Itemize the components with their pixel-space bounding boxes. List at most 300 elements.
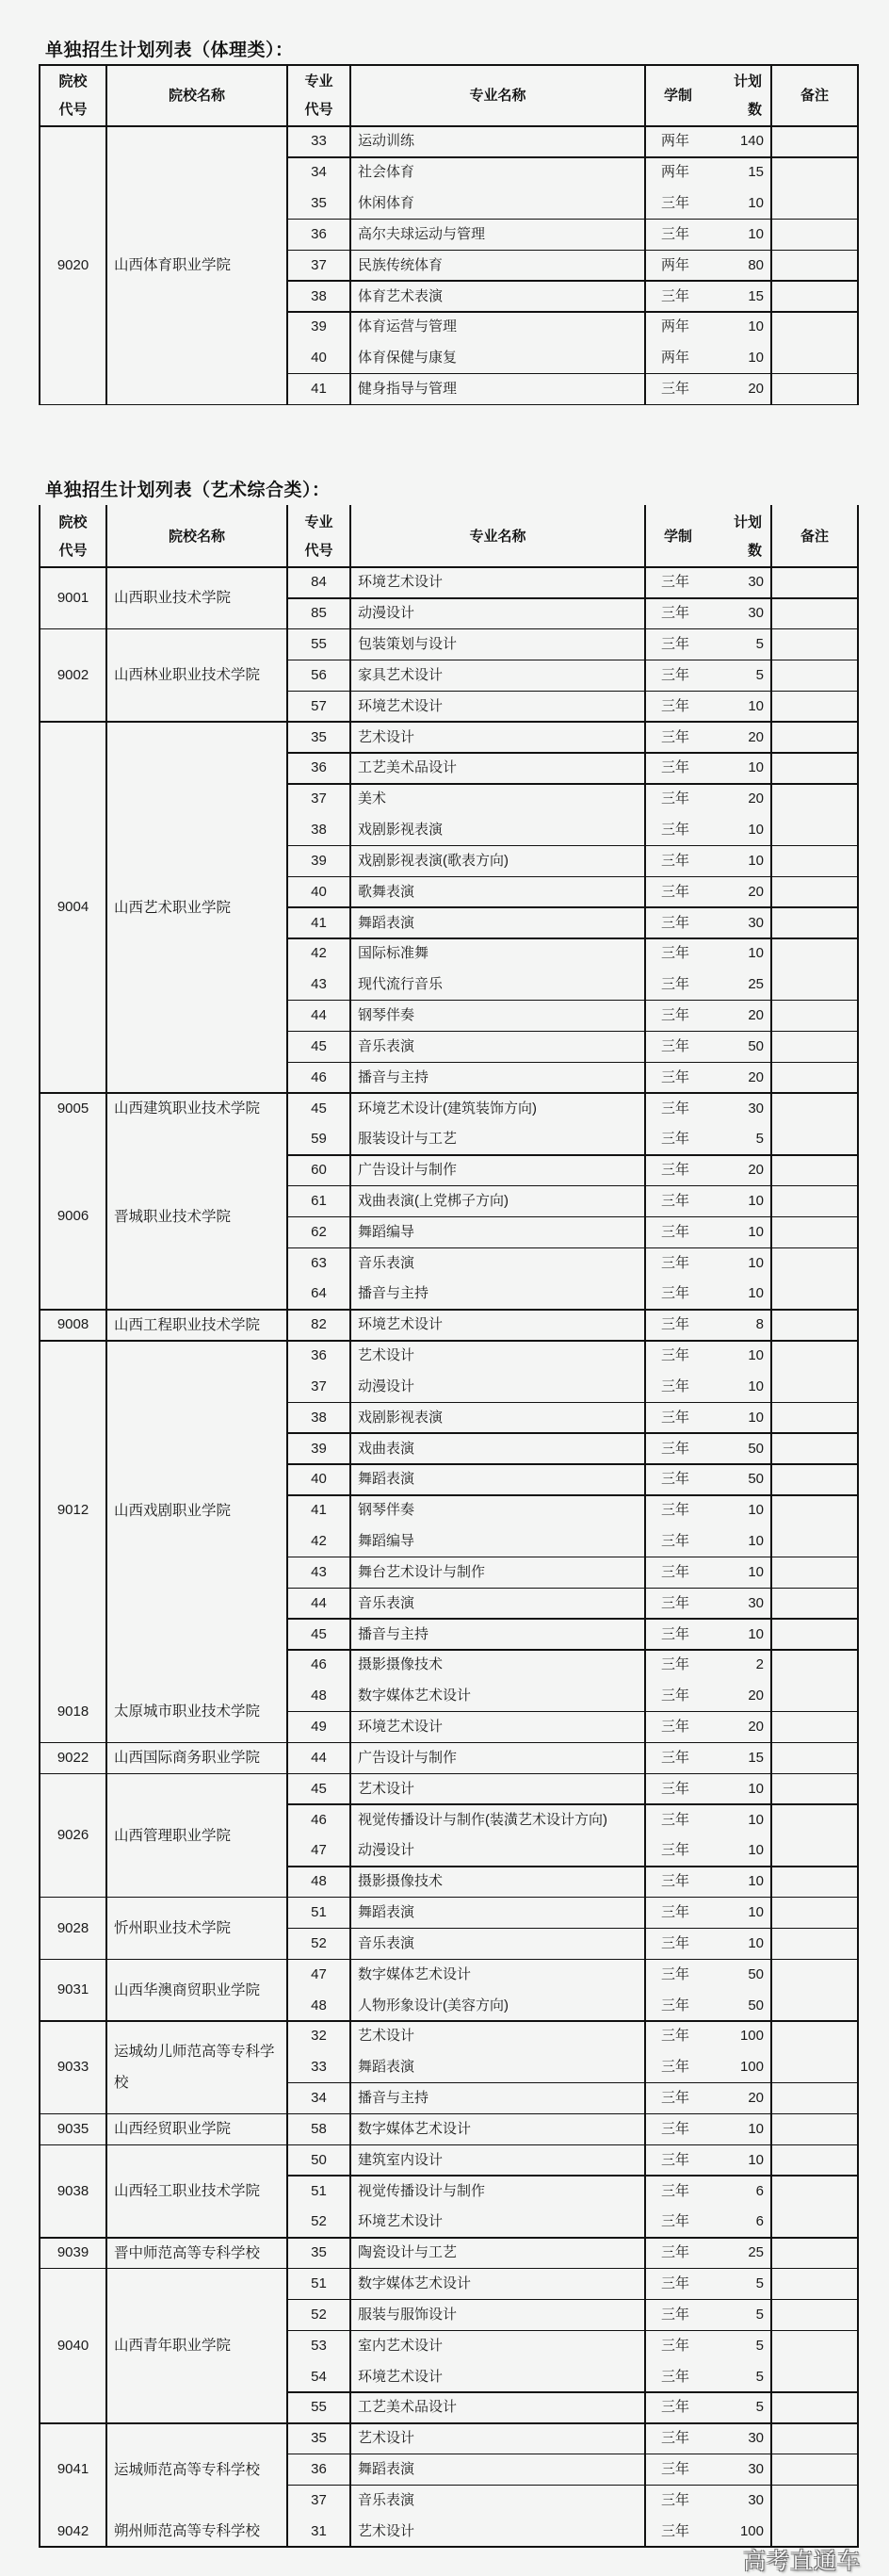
major-name: 高尔夫球运动与管理 <box>358 225 486 242</box>
column-divider <box>770 505 772 2548</box>
major-code: 47 <box>311 1842 327 1859</box>
duration: 三年 <box>661 195 690 212</box>
remark-cell <box>771 2516 858 2547</box>
school-code: 9028 <box>57 1919 89 1936</box>
major-name: 环境艺术设计(建筑装饰方向) <box>358 1100 537 1117</box>
header-major-code-line: 专业 <box>304 73 333 90</box>
duration: 三年 <box>661 697 690 714</box>
major-code: 38 <box>311 1409 327 1426</box>
major-name: 舞蹈表演 <box>358 2059 415 2076</box>
header-school-code-line: 院校 <box>58 514 88 530</box>
major-code: 44 <box>311 1749 327 1766</box>
school-code: 9004 <box>57 899 89 916</box>
school-name: 山西体育职业学院 <box>114 257 232 274</box>
duration: 三年 <box>661 1842 690 1859</box>
remark-cell <box>771 1867 858 1898</box>
remark-cell <box>771 374 858 405</box>
duration: 三年 <box>661 1749 690 1766</box>
major-name: 舞蹈表演 <box>358 914 415 931</box>
major-code: 41 <box>311 1502 327 1519</box>
major-name: 美术 <box>358 791 387 807</box>
duration: 三年 <box>661 2306 690 2323</box>
remark-cell <box>771 1773 858 1804</box>
remark-cell <box>771 2021 858 2052</box>
plan-count: 100 <box>739 2522 764 2539</box>
remark-cell <box>771 1619 858 1650</box>
table-title-sports: 单独招生计划列表（体理类）： <box>45 41 294 60</box>
duration: 两年 <box>661 256 690 273</box>
remark-cell <box>771 2392 858 2423</box>
major-code: 47 <box>311 1965 327 1982</box>
duration: 三年 <box>661 2522 690 2539</box>
remark-cell <box>771 1743 858 1774</box>
major-code: 61 <box>311 1193 327 1209</box>
major-code: 45 <box>311 1625 327 1642</box>
school-name: 山西职业技术学院 <box>114 590 232 607</box>
major-name: 艺术设计 <box>358 2430 415 2447</box>
remark-cell <box>771 2207 858 2238</box>
remark-cell <box>771 876 858 907</box>
plan-count: 20 <box>748 381 764 398</box>
major-name: 钢琴伴奏 <box>358 1007 415 1024</box>
plan-count: 10 <box>748 1934 764 1951</box>
remark-cell <box>771 1712 858 1743</box>
major-name: 广告设计与制作 <box>358 1749 458 1766</box>
remark-cell <box>771 1681 858 1712</box>
major-code: 49 <box>311 1719 327 1736</box>
duration: 三年 <box>661 1316 690 1333</box>
remark-cell <box>771 343 858 374</box>
major-code: 59 <box>311 1131 327 1148</box>
major-name: 音乐表演 <box>358 1594 415 1611</box>
major-code: 64 <box>311 1285 327 1302</box>
remark-cell <box>771 1341 858 1372</box>
school-name: 晋城职业技术学院 <box>114 1208 232 1225</box>
major-name: 摄影摄像技术 <box>358 1873 444 1890</box>
duration: 两年 <box>661 350 690 367</box>
header-duration: 学制 <box>663 528 692 545</box>
major-code: 39 <box>311 1440 327 1457</box>
major-code: 35 <box>311 195 327 212</box>
plan-count: 20 <box>748 1007 764 1024</box>
major-name: 音乐表演 <box>358 1037 415 1054</box>
row-divider <box>39 125 859 127</box>
plan-count: 20 <box>748 728 764 745</box>
plan-count: 15 <box>748 1749 764 1766</box>
major-code: 43 <box>311 1563 327 1580</box>
major-code: 46 <box>311 1811 327 1828</box>
major-name: 舞蹈表演 <box>358 1904 415 1921</box>
major-name: 戏剧影视表演 <box>358 1409 444 1426</box>
remark-cell <box>771 157 858 188</box>
duration: 三年 <box>661 2120 690 2137</box>
duration: 三年 <box>661 666 690 683</box>
remark-cell <box>771 1186 858 1217</box>
duration: 三年 <box>661 1193 690 1209</box>
major-code: 34 <box>311 164 327 181</box>
remark-cell <box>771 1495 858 1526</box>
plan-count: 20 <box>748 1687 764 1704</box>
remark-cell <box>771 598 858 629</box>
duration: 三年 <box>661 2491 690 2508</box>
major-code: 55 <box>311 636 327 653</box>
school-code: 9040 <box>57 2337 89 2354</box>
duration: 三年 <box>661 791 690 807</box>
column-divider <box>857 64 859 405</box>
plan-count: 10 <box>748 2151 764 2168</box>
major-code: 35 <box>311 2244 327 2261</box>
plan-count: 10 <box>748 1409 764 1426</box>
major-code: 44 <box>311 1007 327 1024</box>
plan-count: 50 <box>748 1965 764 1982</box>
plan-count: 30 <box>748 574 764 591</box>
remark-cell <box>771 722 858 753</box>
major-code: 33 <box>311 2059 327 2076</box>
header-major-code-line: 代号 <box>304 101 333 118</box>
school-code: 9008 <box>57 1316 89 1333</box>
remark-cell <box>771 2176 858 2207</box>
duration: 三年 <box>661 1378 690 1394</box>
major-name: 舞蹈表演 <box>358 1471 415 1488</box>
remark-cell <box>771 784 858 815</box>
major-name: 艺术设计 <box>358 2028 415 2045</box>
duration: 三年 <box>661 852 690 869</box>
remark-cell <box>771 281 858 312</box>
duration: 三年 <box>661 1533 690 1550</box>
column-divider <box>770 64 772 405</box>
remark-cell <box>771 2144 858 2176</box>
major-code: 33 <box>311 133 327 150</box>
major-name: 家具艺术设计 <box>358 666 444 683</box>
major-name: 播音与主持 <box>358 1625 429 1642</box>
major-code: 48 <box>311 1687 327 1704</box>
duration: 三年 <box>661 1037 690 1054</box>
plan-count: 2 <box>755 1656 764 1673</box>
school-code: 9039 <box>57 2244 89 2261</box>
remark-cell <box>771 1216 858 1247</box>
school-code: 9006 <box>57 1208 89 1225</box>
header-school-code-line: 代号 <box>58 101 88 118</box>
major-name: 视觉传播设计与制作 <box>358 2182 486 2199</box>
header-school-code <box>40 506 106 567</box>
school-code: 9033 <box>57 2059 89 2076</box>
plan-count: 10 <box>748 1563 764 1580</box>
plan-count: 30 <box>748 2491 764 2508</box>
plan-count: 80 <box>748 256 764 273</box>
remark-cell <box>771 126 858 157</box>
duration: 三年 <box>661 1965 690 1982</box>
major-name: 艺术设计 <box>358 728 415 745</box>
major-code: 40 <box>311 350 327 367</box>
duration: 三年 <box>661 1780 690 1797</box>
plan-count: 20 <box>748 883 764 900</box>
header-school-code <box>40 65 106 126</box>
remark-cell <box>771 2454 858 2486</box>
major-name: 戏曲表演 <box>358 1440 415 1457</box>
plan-count: 20 <box>748 1068 764 1085</box>
remark-cell <box>771 1124 858 1155</box>
major-name: 数字媒体艺术设计 <box>358 2120 472 2137</box>
header-plan-count-line: 数 <box>747 542 762 559</box>
plan-count: 140 <box>739 133 764 150</box>
major-name: 服装与服饰设计 <box>358 2306 458 2323</box>
school-name: 山西轻工职业技术学院 <box>114 2183 261 2200</box>
remark-cell <box>771 2238 858 2269</box>
header-major-name: 专业名称 <box>469 528 526 545</box>
duration: 两年 <box>661 133 690 150</box>
watermark: 高考直通车 <box>743 2549 861 2574</box>
remark-cell <box>771 188 858 220</box>
remark-cell <box>771 1835 858 1867</box>
major-code: 52 <box>311 1934 327 1951</box>
plan-count: 50 <box>748 1037 764 1054</box>
plan-count: 30 <box>748 2461 764 2478</box>
duration: 三年 <box>661 2090 690 2107</box>
duration: 三年 <box>661 1719 690 1736</box>
plan-count: 5 <box>755 2399 764 2416</box>
remark-cell <box>771 1402 858 1433</box>
remark-cell <box>771 250 858 281</box>
remark-cell <box>771 2269 858 2300</box>
plan-count: 30 <box>748 1100 764 1117</box>
duration: 三年 <box>661 2244 690 2261</box>
major-code: 37 <box>311 256 327 273</box>
major-name: 音乐表演 <box>358 1934 415 1951</box>
plan-count: 8 <box>755 1316 764 1333</box>
major-name: 舞蹈编导 <box>358 1533 415 1550</box>
major-name: 舞蹈编导 <box>358 1223 415 1240</box>
duration: 三年 <box>661 1254 690 1271</box>
plan-count: 10 <box>748 1873 764 1890</box>
major-code: 58 <box>311 2120 327 2137</box>
major-name: 民族传统体育 <box>358 256 444 273</box>
major-name: 环境艺术设计 <box>358 1316 444 1333</box>
duration: 三年 <box>661 1347 690 1364</box>
plan-count: 50 <box>748 1471 764 1488</box>
plan-count: 25 <box>748 2244 764 2261</box>
school-name: 朔州师范高等专科学校 <box>114 2523 261 2540</box>
major-name: 社会体育 <box>358 164 415 181</box>
major-name: 数字媒体艺术设计 <box>358 1687 472 1704</box>
school-name: 山西管理职业学院 <box>114 1827 232 1844</box>
plan-count: 5 <box>755 636 764 653</box>
remark-cell <box>771 1062 858 1093</box>
column-divider <box>105 64 107 405</box>
duration: 三年 <box>661 728 690 745</box>
plan-count: 100 <box>739 2059 764 2076</box>
major-code: 53 <box>311 2337 327 2354</box>
plan-count: 10 <box>748 759 764 776</box>
header-plan-count <box>716 65 762 126</box>
major-name: 音乐表演 <box>358 2491 415 2508</box>
plan-count: 10 <box>748 1347 764 1364</box>
major-code: 46 <box>311 1656 327 1673</box>
major-code: 36 <box>311 225 327 242</box>
row-divider <box>39 64 859 66</box>
duration: 三年 <box>661 2461 690 2478</box>
school-code: 9002 <box>57 666 89 683</box>
duration: 三年 <box>661 1594 690 1611</box>
major-code: 46 <box>311 1068 327 1085</box>
school-code: 9022 <box>57 1749 89 1766</box>
school-code: 9005 <box>57 1100 89 1117</box>
major-name: 环境艺术设计 <box>358 2368 444 2385</box>
remark-cell <box>771 970 858 1001</box>
remark-cell <box>771 691 858 722</box>
major-name: 环境艺术设计 <box>358 1719 444 1736</box>
school-name: 山西林业职业技术学院 <box>114 667 261 684</box>
header-major-name: 专业名称 <box>469 87 526 104</box>
header-remark: 备注 <box>800 87 829 104</box>
major-name: 艺术设计 <box>358 1347 415 1364</box>
school-name: 晋中师范高等专科学校 <box>114 2244 261 2261</box>
major-name: 环境艺术设计 <box>358 574 444 591</box>
major-name: 体育艺术表演 <box>358 287 444 304</box>
major-code: 51 <box>311 2275 327 2292</box>
plan-count: 30 <box>748 914 764 931</box>
row-divider <box>39 2546 859 2548</box>
duration: 三年 <box>661 1068 690 1085</box>
plan-count: 10 <box>748 2120 764 2137</box>
duration: 三年 <box>661 574 690 591</box>
plan-count: 20 <box>748 1162 764 1179</box>
major-code: 57 <box>311 697 327 714</box>
duration: 两年 <box>661 318 690 335</box>
school-code: 9031 <box>57 1981 89 1998</box>
plan-count: 30 <box>748 605 764 622</box>
duration: 三年 <box>661 1904 690 1921</box>
header-plan-count-line: 数 <box>747 101 762 118</box>
enrollment-table-sports <box>40 65 858 404</box>
plan-count: 10 <box>748 1625 764 1642</box>
major-code: 82 <box>311 1316 327 1333</box>
remark-cell <box>771 219 858 250</box>
plan-count: 20 <box>748 791 764 807</box>
duration: 三年 <box>661 1162 690 1179</box>
remark-cell <box>771 1959 858 1990</box>
major-code: 32 <box>311 2028 327 2045</box>
plan-count: 6 <box>755 2182 764 2199</box>
major-code: 52 <box>311 2306 327 2323</box>
plan-count: 10 <box>748 195 764 212</box>
school-code: 9035 <box>57 2120 89 2137</box>
major-code: 85 <box>311 605 327 622</box>
header-school-code-line: 代号 <box>58 542 88 559</box>
major-name: 环境艺术设计 <box>358 697 444 714</box>
duration: 三年 <box>661 225 690 242</box>
school-name: 山西国际商务职业学院 <box>114 1750 261 1767</box>
plan-count: 10 <box>748 1780 764 1797</box>
school-code: 9041 <box>57 2461 89 2478</box>
major-name: 视觉传播设计与制作(装潢艺术设计方向) <box>358 1811 607 1828</box>
duration: 三年 <box>661 2182 690 2199</box>
plan-count: 10 <box>748 1533 764 1550</box>
duration: 三年 <box>661 1625 690 1642</box>
major-name: 艺术设计 <box>358 2522 415 2539</box>
row-divider <box>39 404 859 406</box>
duration: 三年 <box>661 914 690 931</box>
major-code: 60 <box>311 1162 327 1179</box>
duration: 三年 <box>661 1007 690 1024</box>
remark-cell <box>771 1526 858 1557</box>
major-name: 工艺美术品设计 <box>358 759 458 776</box>
school-code: 9020 <box>57 256 89 273</box>
duration: 三年 <box>661 2337 690 2354</box>
school-name: 山西艺术职业学院 <box>114 899 232 916</box>
plan-count: 30 <box>748 2430 764 2447</box>
duration: 三年 <box>661 1440 690 1457</box>
remark-cell <box>771 1372 858 1403</box>
major-code: 35 <box>311 2430 327 2447</box>
major-code: 45 <box>311 1780 327 1797</box>
major-name: 广告设计与制作 <box>358 1162 458 1179</box>
plan-count: 10 <box>748 1223 764 1240</box>
major-name: 戏剧影视表演(歌表方向) <box>358 852 509 869</box>
plan-count: 10 <box>748 1285 764 1302</box>
column-divider <box>349 64 351 405</box>
duration: 三年 <box>661 1100 690 1117</box>
plan-count: 20 <box>748 2090 764 2107</box>
column-divider <box>644 505 646 2548</box>
plan-count: 10 <box>748 1193 764 1209</box>
major-code: 35 <box>311 728 327 745</box>
plan-count: 5 <box>755 1131 764 1148</box>
major-name: 戏剧影视表演 <box>358 822 444 839</box>
column-divider <box>349 505 351 2548</box>
major-name: 钢琴伴奏 <box>358 1502 415 1519</box>
duration: 三年 <box>661 2151 690 2168</box>
remark-cell <box>771 2330 858 2361</box>
plan-count: 10 <box>748 350 764 367</box>
duration: 三年 <box>661 605 690 622</box>
plan-count: 10 <box>748 945 764 962</box>
header-school-code-line: 院校 <box>58 73 88 90</box>
major-name: 播音与主持 <box>358 1068 429 1085</box>
remark-cell <box>771 1433 858 1464</box>
major-name: 建筑室内设计 <box>358 2151 444 2168</box>
plan-count: 5 <box>755 666 764 683</box>
major-code: 36 <box>311 1347 327 1364</box>
major-name: 包装策划与设计 <box>358 636 458 653</box>
major-code: 38 <box>311 287 327 304</box>
duration: 三年 <box>661 1131 690 1148</box>
major-code: 38 <box>311 822 327 839</box>
duration: 三年 <box>661 2399 690 2416</box>
duration: 三年 <box>661 2430 690 2447</box>
header-plan-count-line: 计划 <box>733 514 762 530</box>
header-plan-count-line: 计划 <box>733 73 762 90</box>
plan-count: 15 <box>748 164 764 181</box>
major-code: 34 <box>311 2090 327 2107</box>
plan-count: 10 <box>748 1254 764 1271</box>
plan-count: 20 <box>748 1719 764 1736</box>
major-name: 舞蹈表演 <box>358 2461 415 2478</box>
major-name: 环境艺术设计 <box>358 2213 444 2230</box>
remark-cell <box>771 753 858 784</box>
remark-cell <box>771 629 858 660</box>
header-plan-count <box>716 506 762 567</box>
major-code: 62 <box>311 1223 327 1240</box>
school-name: 太原城市职业技术学院 <box>114 1704 261 1720</box>
major-code: 39 <box>311 318 327 335</box>
major-name: 舞台艺术设计与制作 <box>358 1563 486 1580</box>
plan-count: 50 <box>748 1440 764 1457</box>
major-code: 43 <box>311 976 327 993</box>
plan-count: 10 <box>748 822 764 839</box>
column-divider <box>857 505 859 2548</box>
remark-cell <box>771 1557 858 1589</box>
major-name: 艺术设计 <box>358 1780 415 1797</box>
